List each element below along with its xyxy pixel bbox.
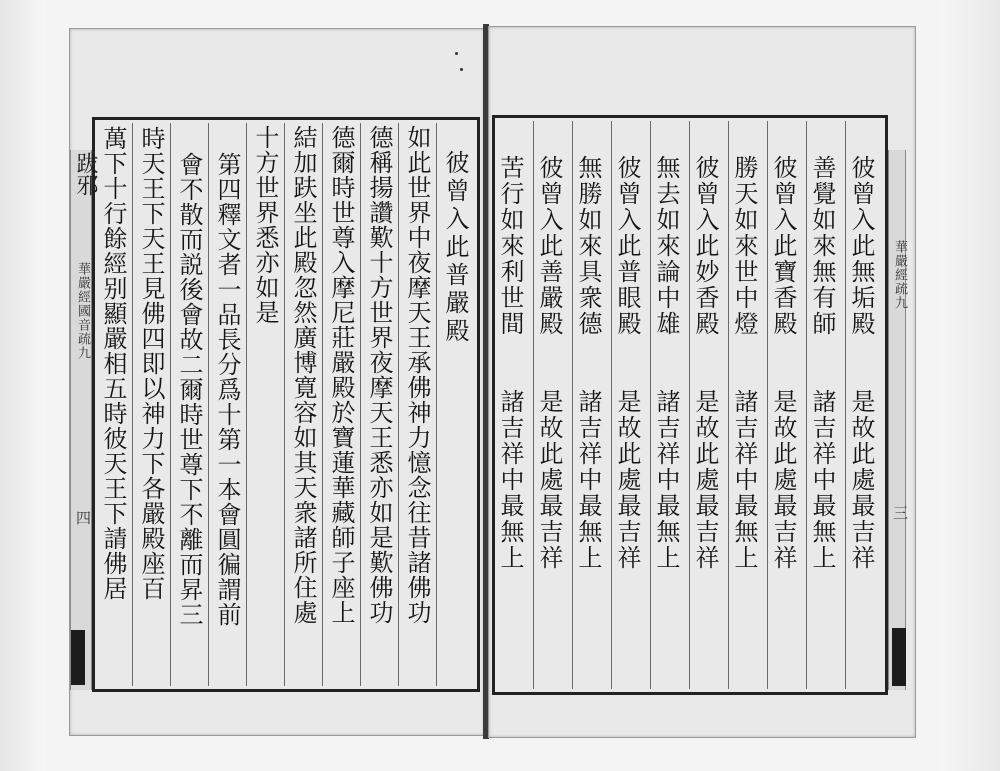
right-column-4: 勝天如來世中燈 諸吉祥中最無上 [730,155,758,571]
column-rule [208,123,209,686]
scan-edge-shadow-left [0,0,46,771]
left-column-5: 結加趺坐此殿忽然廣博寛容如其天衆諸所住處 [289,125,317,625]
ink-speck [460,68,463,71]
left-column-1: 彼曾入此普嚴殿 [441,150,469,346]
left-column-3: 德稱揚讚歎十方世界夜摩天王悉亦如是歎佛功 [365,125,393,625]
scan-edge-shadow-right [940,0,1000,771]
right-column-7: 彼曾入此普眼殿 是故此處最吉祥 [613,155,641,571]
column-rule [360,123,361,686]
right-black-tab [892,628,906,686]
left-margin-strip [70,150,92,690]
right-column-8: 無勝如來具衆德 諸吉祥中最無上 [574,155,602,571]
left-column-2: 如此世界中夜摩天王承佛神力憶念往昔諸佛功 [403,125,431,625]
right-column-10: 苦行如來利世間 諸吉祥中最無上 [496,155,524,571]
right-margin-page-number: 三 [891,505,909,521]
right-column-3: 彼曾入此寶香殿 是故此處最吉祥 [769,155,797,571]
column-rule [398,123,399,686]
left-margin-title: 跋邪 [73,152,98,196]
right-column-1: 彼曾入此無垢殿 是故此處最吉祥 [847,155,875,571]
right-margin-strip [888,150,906,690]
right-column-6: 無去如來論中雄 諸吉祥中最無上 [652,155,680,571]
left-column-6: 十方世界悉亦如是 [251,125,279,325]
column-rule [170,123,171,686]
left-column-8: 會不散而説後會故二爾時世尊下不離而昇三 [175,152,203,627]
column-rule [246,123,247,686]
column-rule [132,123,133,686]
column-rule [284,123,285,686]
left-margin-subtitle: 華嚴經國音疏九 [75,262,90,360]
left-margin-page-number: 四 [74,510,92,526]
column-rule [436,123,437,686]
left-column-7: 第四釋文者一品長分爲十第一本會圓徧謂前 [213,152,241,627]
left-column-9: 時天王下天王見佛四即以神力下各嚴殿座百 [137,126,165,601]
ink-speck [455,52,458,55]
right-column-2: 善覺如來無有師 諸吉祥中最無上 [808,155,836,571]
left-black-tab [71,630,85,685]
left-column-4: 德爾時世尊入摩尼莊嚴殿於寶蓮華藏師子座上 [327,125,355,625]
left-column-10: 萬下十行餘經别顯嚴相五時彼天王下請佛居 [99,126,127,601]
right-margin-subtitle: 華嚴經疏九 [892,240,907,310]
column-rule [322,123,323,686]
right-column-9: 彼曾入此善嚴殿 是故此處最吉祥 [535,155,563,571]
right-column-5: 彼曾入此妙香殿 是故此處最吉祥 [691,155,719,571]
